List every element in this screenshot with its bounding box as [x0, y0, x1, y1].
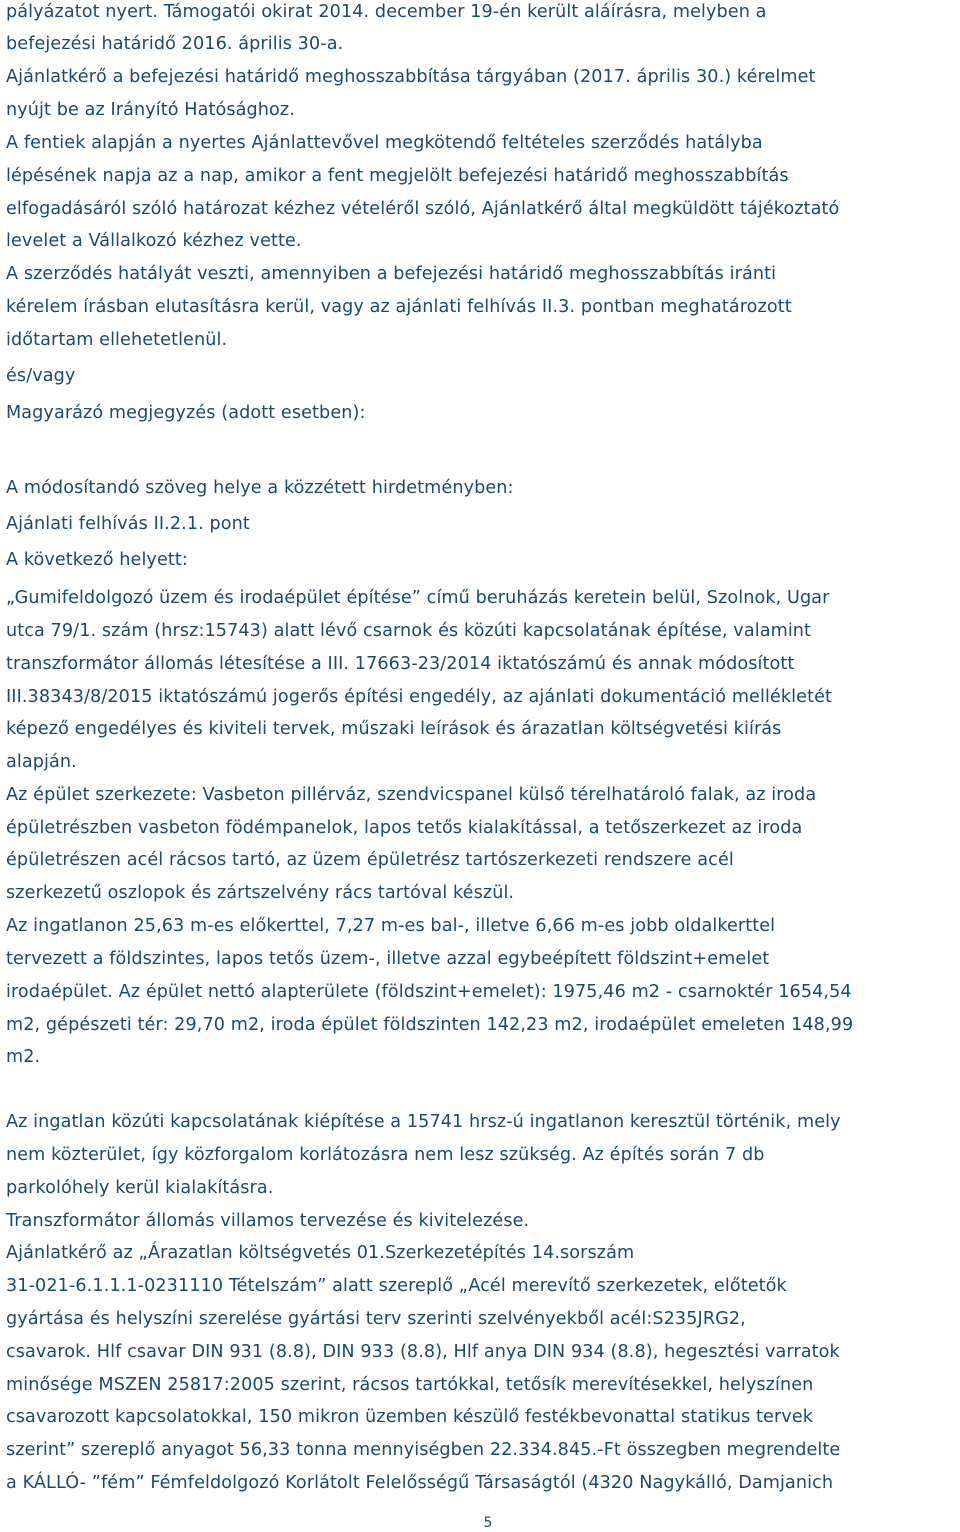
text-line: Az ingatlanon 25,63 m-es előkerttel, 7,27 m-es bal-, illetve 6,66 m-es jobb oldalkerttel [6, 916, 776, 936]
text-line: Transzformátor állomás villamos tervezése és kivitelezése. [6, 1211, 530, 1231]
text-line: gyártása és helyszíni szerelése gyártási terv szerinti szelvényekből acél:S235JRG2, [6, 1309, 746, 1329]
text-line: parkolóhely kerül kialakításra. [6, 1178, 274, 1198]
text-line: csavarozott kapcsolatokkal, 150 mikron üzemben készülő festékbevonattal statikus tervek [6, 1407, 814, 1427]
text-line: Magyarázó megjegyzés (adott esetben): [6, 403, 366, 423]
text-line: tervezett a földszintes, lapos tetős üzem-, illetve azzal egybeépített földszint+emelet [6, 949, 770, 969]
text-line: transzformátor állomás létesítése a III. 17663-23/2014 iktatószámú és annak módosított [6, 654, 795, 674]
text-line: Az épület szerkezete: Vasbeton pillérváz, szendvicspanel külső térelhatároló falak, az iroda [6, 785, 817, 805]
text-line: csavarok. Hlf csavar DIN 931 (8.8), DIN 933 (8.8), Hlf anya DIN 934 (8.8), hegesztési varratok [6, 1342, 840, 1362]
text-line: „Gumifeldolgozó üzem és irodaépület építése” című beruházás keretein belül, Szolnok, Ugar [6, 588, 830, 608]
text-line: képező engedélyes és kiviteli tervek, műszaki leírások és árazatlan költségvetési kiírás [6, 719, 782, 739]
text-line: A szerződés hatályát veszti, amennyiben a befejezési határidő meghosszabbítás iránti [6, 264, 777, 284]
text-line: elfogadásáról szóló határozat kézhez vételéről szóló, Ajánlatkérő által megküldött tájékoztató [6, 199, 840, 219]
text-line: szerint” szereplő anyagot 56,33 tonna mennyiségben 22.334.845.-Ft összegben megrendelte [6, 1440, 841, 1460]
text-line: időtartam ellehetetlenül. [6, 330, 228, 350]
text-line: minősége MSZEN 25817:2005 szerint, rácsos tartókkal, tetősík merevítésekkel, helyszínen [6, 1375, 814, 1395]
text-line: alapján. [6, 752, 77, 772]
text-line: a KÁLLÓ- ”fém” Fémfeldolgozó Korlátolt Felelősségű Társaságtól (4320 Nagykálló, Damjanich [6, 1473, 834, 1493]
text-line: m2. [6, 1047, 41, 1067]
text-line: A következő helyett: [6, 550, 188, 570]
text-line: pályázatot nyert. Támogatói okirat 2014. december 19-én került aláírásra, melyben a [6, 2, 767, 22]
text-line: 31-021-6.1.1.1-0231110 Tételszám” alatt szereplő „Acél merevítő szerkezetek, előtetők [6, 1276, 787, 1296]
text-line: szerkezetű oszlopok és zártszelvény rács tartóval készül. [6, 883, 515, 903]
text-line: nem közterület, így közforgalom korlátozásra nem lesz szükség. Az építés során 7 db [6, 1145, 765, 1165]
text-line: levelet a Vállalkozó kézhez vette. [6, 231, 302, 251]
page-number: 5 [483, 1515, 493, 1531]
text-line: m2, gépészeti tér: 29,70 m2, iroda épület földszinten 142,23 m2, irodaépület emeleten 148,99 [6, 1015, 854, 1035]
text-line: Ajánlatkérő a befejezési határidő meghosszabbítása tárgyában (2017. április 30.) kérelmet [6, 67, 816, 87]
text-line: befejezési határidő 2016. április 30-a. [6, 34, 344, 54]
text-line: irodaépület. Az épület nettó alapterülete (földszint+emelet): 1975,46 m2 - csarnoktér 1654,54 [6, 982, 852, 1002]
text-line: Ajánlati felhívás II.2.1. pont [6, 514, 250, 534]
text-line: A fentiek alapján a nyertes Ajánlattevővel megkötendő feltételes szerződés hatályba [6, 133, 763, 153]
text-line: utca 79/1. szám (hrsz:15743) alatt lévő csarnok és közúti kapcsolatának építése, valamint [6, 621, 812, 641]
text-line: Az ingatlan közúti kapcsolatának kiépítése a 15741 hrsz-ú ingatlanon keresztül történik, mely [6, 1112, 841, 1132]
text-line: A módosítandó szöveg helye a közzétett hirdetményben: [6, 478, 514, 498]
text-line: III.38343/8/2015 iktatószámú jogerős építési engedély, az ajánlati dokumentáció mellékletét [6, 687, 833, 707]
text-line: épületrészen acél rácsos tartó, az üzem épületrész tartószerkezeti rendszere acél [6, 850, 734, 870]
text-line: lépésének napja az a nap, amikor a fent megjelölt befejezési határidő meghosszabbítás [6, 166, 789, 186]
text-line: épületrészben vasbeton födémpanelok, lapos tetős kialakítással, a tetőszerkezet az iroda [6, 818, 803, 838]
text-line: kérelem írásban elutasításra kerül, vagy az ajánlati felhívás II.3. pontban meghatározott [6, 297, 792, 317]
text-line: Ajánlatkérő az „Árazatlan költségvetés 01.Szerkezetépítés 14.sorszám [6, 1243, 635, 1263]
text-line: nyújt be az Irányító Hatósághoz. [6, 100, 295, 120]
text-line: és/vagy [6, 366, 76, 386]
